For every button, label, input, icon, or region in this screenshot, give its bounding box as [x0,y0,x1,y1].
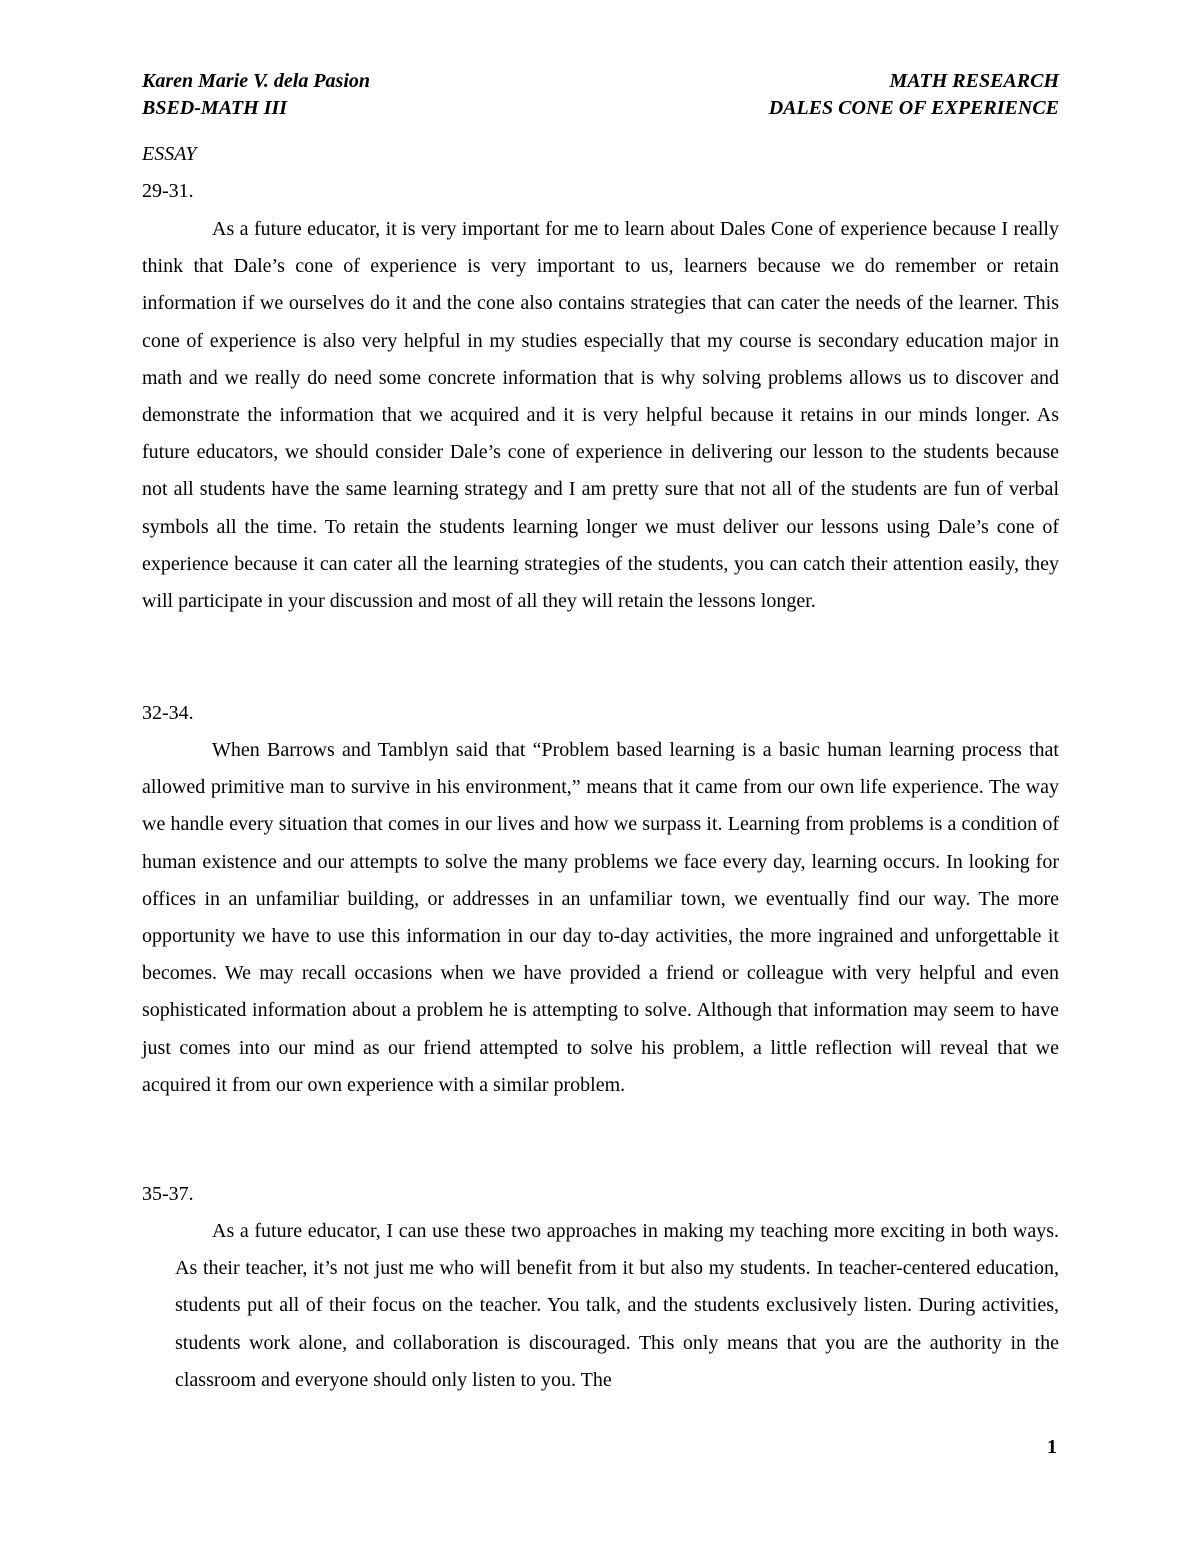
section-paragraph: When Barrows and Tamblyn said that “Problem based learning is a basic human learning process that allowed primitive man to survive in his environment,” means that it came from our own life experience. The way we handle every situation that comes in our lives and how we surpass it. Learning from problems is a condition of human existence and our attempts to solve the many problems we face every day, learning occurs. In looking for offices in an unfamiliar building, or addresses in an unfamiliar town, we eventually find our way. The more opportunity we have to use this information in our day to-day activities, the more ingrained and unforgettable it becomes. We may recall occasions when we have provided a friend or colleague with very helpful and even sophisticated information about a problem he is attempting to solve. Although that information may seem to have just comes into our mind as our friend attempted to solve his problem, a little reflection will reveal that we acquired it from our own experience with a similar problem. [142,739,1059,1096]
essay-label: ESSAY [142,143,197,165]
section-number: 32-34. [142,702,194,724]
author-name: Karen Marie V. dela Pasion [142,70,370,92]
header-row-1 [142,68,1059,95]
section-number: 35-37. [142,1183,194,1205]
course-label: BSED-MATH III [142,97,288,119]
page-number: 1 [1047,1436,1057,1458]
subject-title: MATH RESEARCH [889,70,1059,92]
page-header [142,68,1059,122]
topic-title: DALES CONE OF EXPERIENCE [768,97,1059,119]
section-paragraph: As a future educator, it is very important for me to learn about Dales Cone of experience because I really think that Dale’s cone of experience is very important to us, learners because we do remember or retain information if we ourselves do it and the cone also contains strategies that can cater the needs of the learner. This cone of experience is also very helpful in my studies especially that my course is secondary education major in math and we really do need some concrete information that is why solving problems allows us to discover and demonstrate the information that we acquired and it is very helpful because it retains in our minds longer. As future educators, we should consider Dale’s cone of experience in delivering our lesson to the students because not all students have the same learning strategy and I am pretty sure that not all of the students are fun of verbal symbols all the time. To retain the students learning longer we must deliver our lessons using Dale’s cone of experience because it can cater all the learning strategies of the students, you can catch their attention easily, they will participate in your discussion and most of all they will retain the lessons longer. [142,218,1059,613]
header-row-2 [142,95,1059,122]
section-number: 29-31. [142,180,194,202]
section-paragraph: As a future educator, I can use these two approaches in making my teaching more exciting in both ways. As their teacher, it’s not just me who will benefit from it but also my students. In teacher-centered education, students put all of their focus on the teacher. You talk, and the students exclusively listen. During activities, students work alone, and collaboration is discouraged. This only means that you are the authority in the classroom and everyone should only listen to you. The [175,1220,1059,1391]
